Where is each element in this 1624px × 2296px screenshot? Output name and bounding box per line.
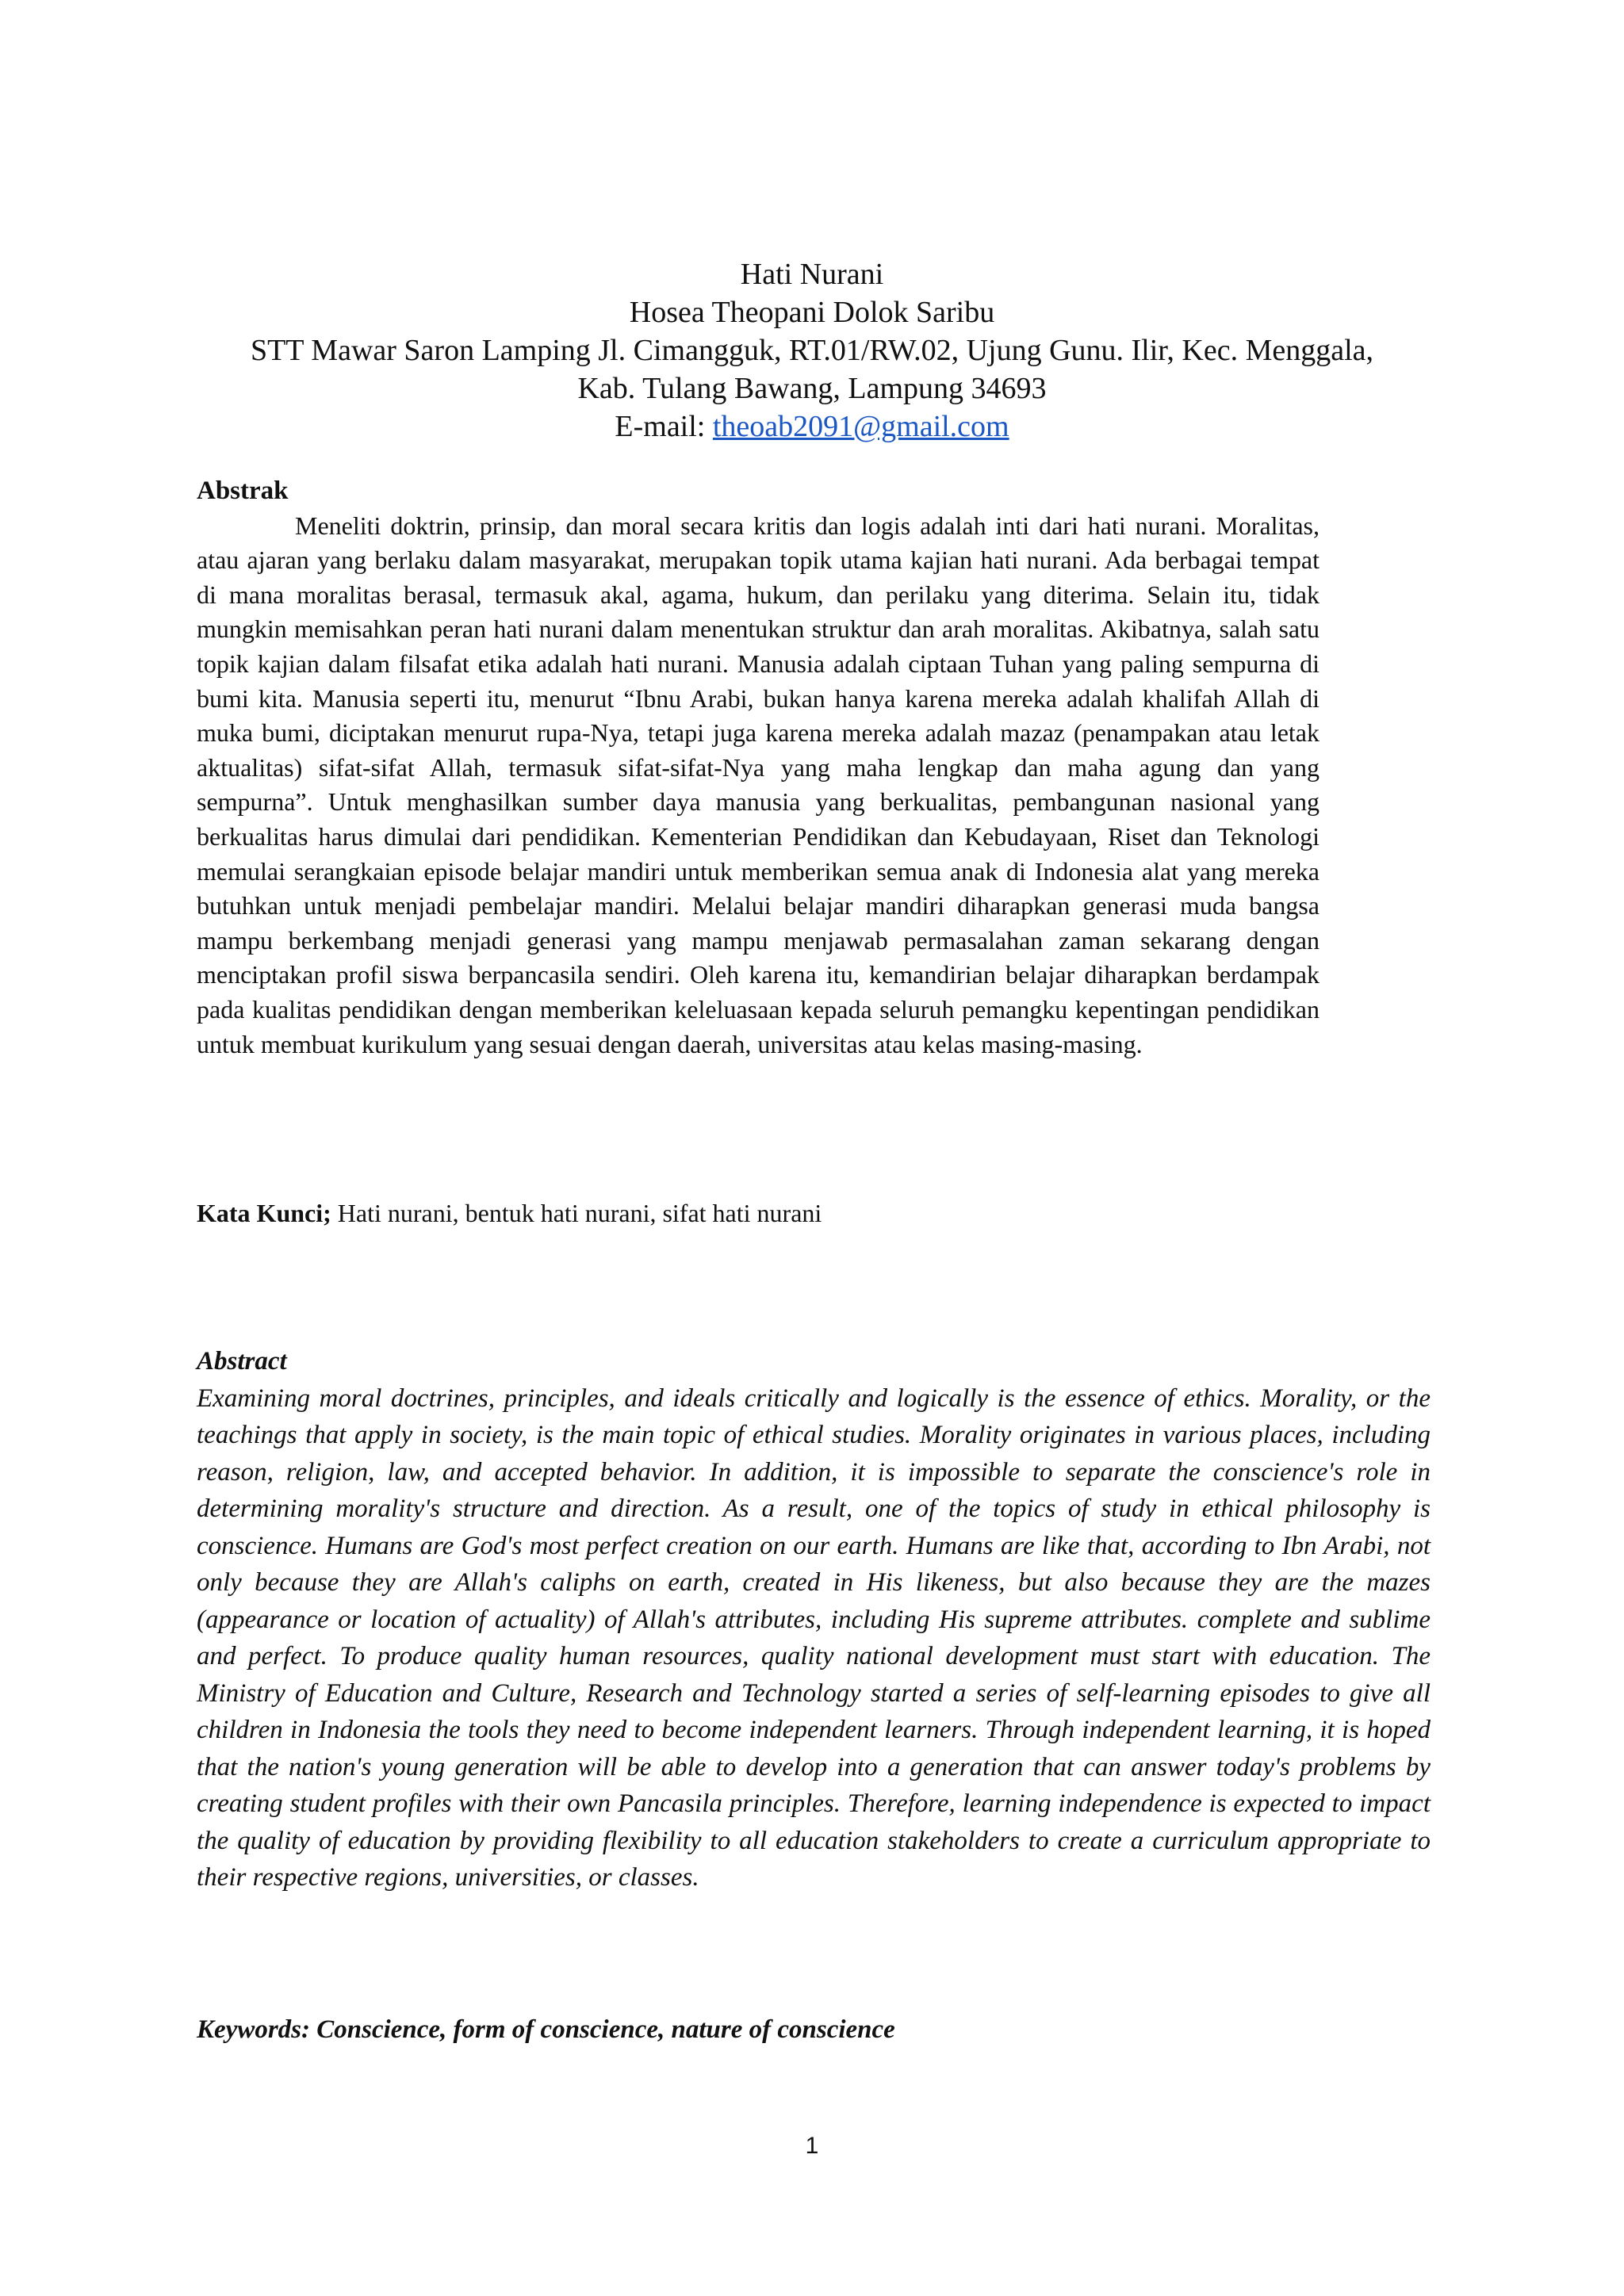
email-label: E-mail: xyxy=(615,410,713,443)
email-link[interactable]: theoab2091@gmail.com xyxy=(712,410,1009,443)
abstract-body: Examining moral doctrines, principles, and ideals critically and logically is the essence of ethics. Morality, or the teachings that apply in society, is the main topic of ethical studies. Morality originates in various places, including reason, religion, law, and accepted behavior. In addition, it is impossible to separate the conscience's role in determining morality's structure and direction. As a result, one of the topics of study in ethical philosophy is conscience. Humans are God's most perfect creation on our earth. Humans are like that, according to Ibn Arabi, not only because they are Allah's caliphs on earth, created in His likeness, but also because they are the mazes (appearance or location of actuality) of Allah's attributes, including His supreme attributes. complete and sublime and perfect. To produce quality human resources, quality national development must start with education. The Ministry of Education and Culture, Research and Technology started a series of self-learning episodes to give all children in Indonesia the tools they need to become independent learners. Through independent learning, it is hoped that the nation's young generation will be able to develop into a generation that can answer today's problems by creating student profiles with their own Pancasila principles. Therefore, learning independence is expected to impact the quality of education by providing flexibility to all education stakeholders to create a curriculum appropriate to their respective regions, universities, or classes. xyxy=(197,1383,1431,1892)
paper-title: Hati Nurani xyxy=(740,258,884,291)
affiliation-line-1: STT Mawar Saron Lamping Jl. Cimangguk, RT.01/RW.02, Ujung Gunu. Ilir, Kec. Menggala, xyxy=(250,334,1374,367)
affiliation-line-2: Kab. Tulang Bawang, Lampung 34693 xyxy=(577,372,1047,405)
keywords: Keywords: Conscience, form of conscience, nature of conscience xyxy=(197,2015,895,2044)
abstrak-section xyxy=(197,474,1320,1062)
page-number: 1 xyxy=(805,2133,819,2159)
abstrak-body: Meneliti doktrin, prinsip, dan moral secara kritis dan logis adalah inti dari hati nurani. Moralitas, atau ajaran yang berlaku dalam masyarakat, merupakan topik utama kajian hati nurani. Ada berbagai tempat di mana moralitas berasal, termasuk akal, agama, hukum, dan perilaku yang diterima. Selain itu, tidak mungkin memisahkan peran hati nurani dalam menentukan struktur dan arah moralitas. Akibatnya, salah satu topik kajian dalam filsafat etika adalah hati nurani. Manusia adalah ciptaan Tuhan yang paling sempurna di bumi kita. Manusia seperti itu, menurut “Ibnu Arabi, bukan hanya karena mereka adalah khalifah Allah di muka bumi, diciptakan menurut rupa-Nya, tetapi juga karena mereka adalah mazaz (penampakan atau letak aktualitas) sifat-sifat Allah, termasuk sifat-sifat-Nya yang maha lengkap dan maha agung dan yang sempurna”. Untuk menghasilkan sumber daya manusia yang berkualitas, pembangunan nasional yang berkualitas harus dimulai dari pendidikan. Kementerian Pendidikan dan Kebudayaan, Riset dan Teknologi memulai serangkaian episode belajar mandiri untuk memberikan semua anak di Indonesia alat yang mereka butuhkan untuk menjadi pembelajar mandiri. Melalui belajar mandiri diharapkan generasi muda bangsa mampu berkembang menjadi generasi yang mampu menjawab permasalahan zaman sekarang dengan menciptakan profil siswa berpancasila sendiri. Oleh karena itu, kemandirian belajar diharapkan berdampak pada kualitas pendidikan dengan memberikan keleluasaan kepada seluruh pemangku kepentingan pendidikan untuk membuat kurikulum yang sesuai dengan daerah, universitas atau kelas masing-masing. xyxy=(197,511,1320,1058)
email-line xyxy=(174,408,1450,446)
abstrak-heading: Abstrak xyxy=(197,476,289,505)
author-name: Hosea Theopani Dolok Saribu xyxy=(629,296,995,329)
paper-header xyxy=(174,255,1450,446)
abstract-heading: Abstract xyxy=(197,1347,287,1376)
abstract-section xyxy=(197,1343,1431,1896)
kata-kunci xyxy=(197,1199,822,1228)
kata-kunci-text: Hati nurani, bentuk hati nurani, sifat hati nurani xyxy=(331,1199,822,1227)
kata-kunci-label: Kata Kunci; xyxy=(197,1199,331,1227)
